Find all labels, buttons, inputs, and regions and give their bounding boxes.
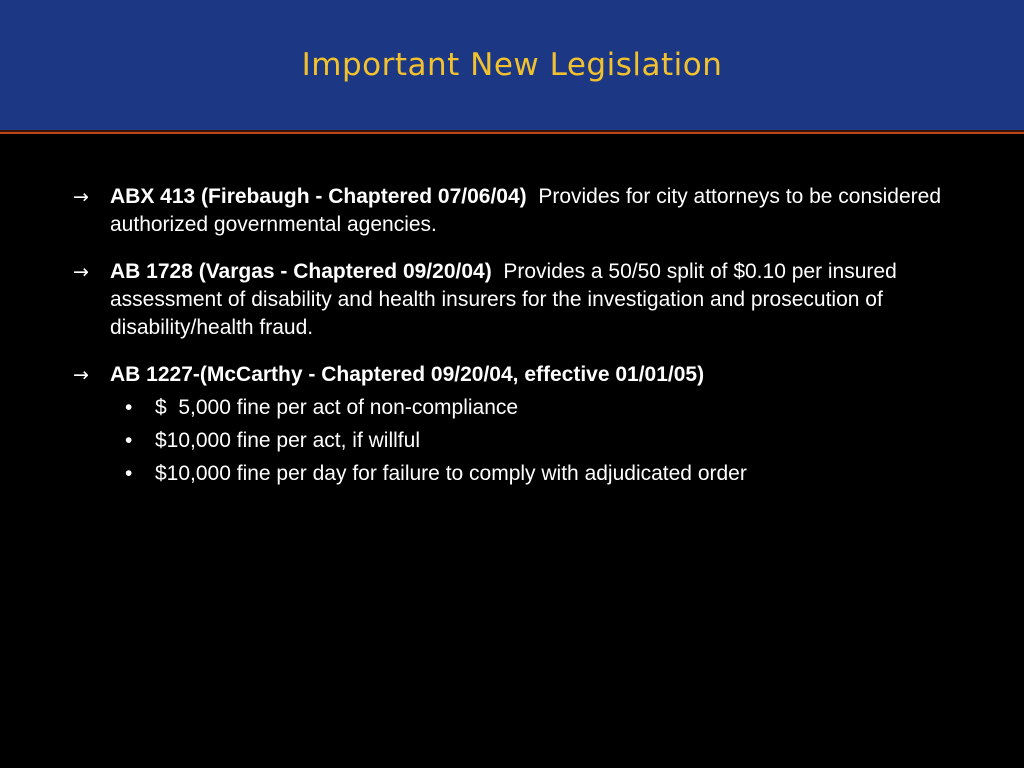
title-banner [0,0,1024,130]
arrow-right-icon: → [73,186,89,208]
slide-body [73,183,953,507]
fine-text: $10,000 fine per act, if willful [155,429,420,452]
bullet-icon: • [125,429,133,452]
bullet-icon: • [125,462,133,485]
header-divider [0,132,1024,134]
bill-description: Provides for city attorneys to be considered authorized governmental agencies. [110,185,942,236]
label-spacer [492,260,504,283]
bill-description: Provides a 50/50 split of $0.10 per insured assessment of disability and health insurers for the investigation and prosecution of disability/health fraud. [110,260,897,339]
fine-text: $10,000 fine per day for failure to comply with adjudicated order [155,462,747,485]
bill-label: AB 1227-(McCarthy - Chaptered 09/20/04, effective 01/01/05) [110,363,705,386]
list-item [110,460,953,488]
legislation-item-abx-413 [73,183,953,239]
arrow-right-icon: → [73,364,89,386]
bill-label: ABX 413 (Firebaugh - Chaptered 07/06/04) [110,185,527,208]
legislation-item-ab-1227 [73,361,953,488]
legislation-item-ab-1728 [73,258,953,342]
list-item [110,394,953,422]
bullet-icon: • [125,396,133,419]
arrow-right-icon: → [73,261,89,283]
slide-title: Important New Legislation [301,47,723,83]
bill-label: AB 1728 (Vargas - Chaptered 09/20/04) [110,260,492,283]
fine-text: $ 5,000 fine per act of non-compliance [155,396,519,419]
fine-list [110,394,953,488]
list-item [110,427,953,455]
label-spacer [527,185,539,208]
